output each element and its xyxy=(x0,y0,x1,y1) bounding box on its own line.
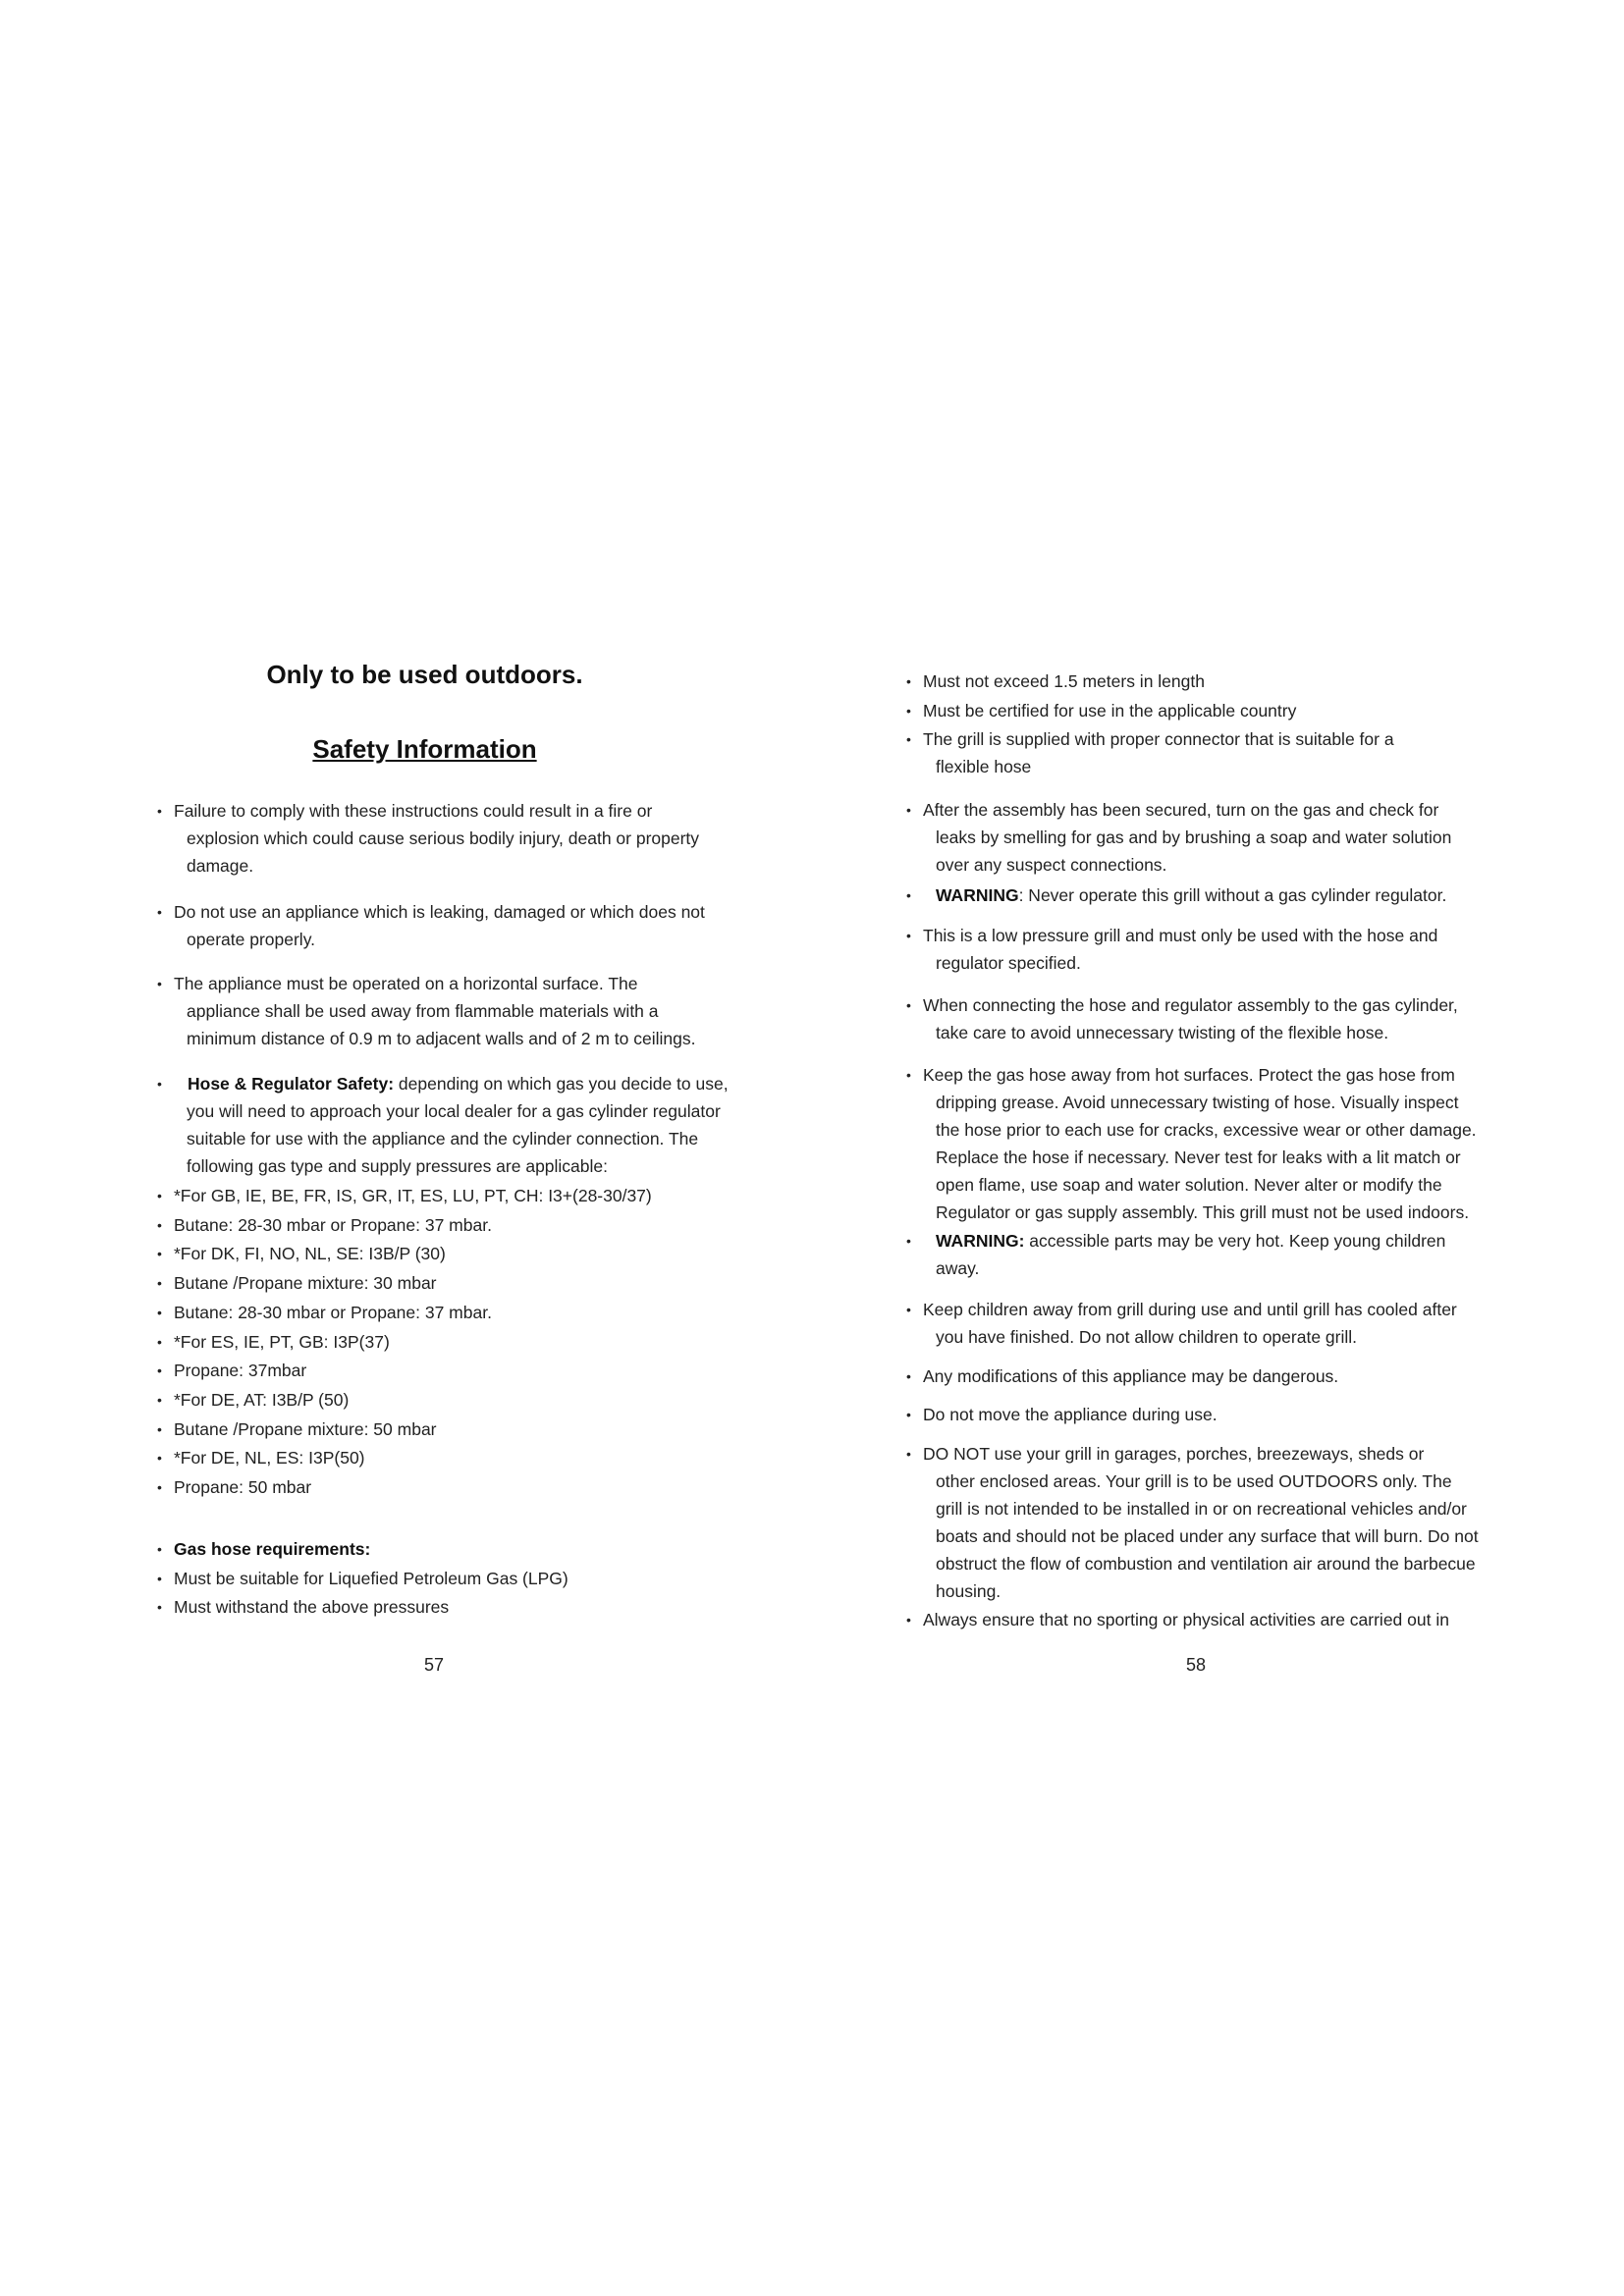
bullet-icon: • xyxy=(157,1541,162,1557)
section-title: Safety Information xyxy=(312,734,537,764)
bullet-icon: • xyxy=(906,1302,911,1317)
bullet-icon: • xyxy=(906,702,911,719)
bullet-icon: • xyxy=(157,1450,162,1467)
list-item: • Butane: 28-30 mbar or Propane: 37 mbar. xyxy=(157,1299,785,1328)
bullet-icon: • xyxy=(906,802,911,818)
warning-label: WARNING xyxy=(936,885,1019,905)
list-item-connecting: • When connecting the hose and regulator assembly to the gas cylinder, take care to avoid unnecessary twisting of the flexible hose. xyxy=(906,991,1535,1046)
hose-regulator-label: Hose & Regulator Safety: xyxy=(188,1074,395,1094)
list-item-garages: • DO NOT use your grill in garages, porches, breezeways, sheds or other enclosed areas. Your grill is to be used OUTDOORS only. The grill is not intended to be installed in or on recreational vehicles and/or boats and should not be placed under any surface that will burn. Do not obstruct the flow of combustion and ventilation air around the barbecue housing. xyxy=(906,1440,1535,1605)
list-item-connector: • The grill is supplied with proper connector that is suitable for a flexible hose xyxy=(906,725,1505,780)
list-item: • *For ES, IE, PT, GB: I3P(37) xyxy=(157,1328,785,1358)
list-item: • Must be certified for use in the applicable country xyxy=(906,697,1535,726)
list-item: • *For DE, AT: I3B/P (50) xyxy=(157,1386,785,1415)
list-item: • *For DK, FI, NO, NL, SE: I3B/P (30) xyxy=(157,1240,785,1269)
bullet-icon: • xyxy=(157,1246,162,1262)
list-item: • *For DE, NL, ES: I3P(50) xyxy=(157,1444,785,1473)
list-item: • Propane: 37mbar xyxy=(157,1357,785,1386)
bullet-icon: • xyxy=(157,803,162,819)
hose-requirements-continued xyxy=(906,667,1535,725)
list-item: • Must be suitable for Liquefied Petroleum Gas (LPG) xyxy=(157,1565,785,1594)
list-item-hose-regulator-safety: • Hose & Regulator Safety: depending on which gas you decide to use, you will need to approach your local dealer for a gas cylinder regulator suitable for use with the appliance and the cylinder connection. The following gas type and supply pressures are applicable: xyxy=(157,1070,785,1180)
bullet-icon: • xyxy=(157,904,162,920)
list-item xyxy=(157,1535,785,1565)
bullet-icon: • xyxy=(157,1304,162,1320)
list-item: • Butane /Propane mixture: 50 mbar xyxy=(157,1415,785,1445)
bullet-icon: • xyxy=(157,1216,162,1233)
document-title: Only to be used outdoors. xyxy=(266,660,583,689)
list-item-modifications: • Any modifications of this appliance may be dangerous. xyxy=(906,1362,1535,1390)
bullet-icon: • xyxy=(157,1599,162,1616)
gas-hose-requirements xyxy=(157,1535,785,1623)
bullet-icon: • xyxy=(157,1188,162,1203)
bullet-icon: • xyxy=(157,1333,162,1350)
list-item: • Must not exceed 1.5 meters in length xyxy=(906,667,1535,697)
list-item-children: • Keep children away from grill during use and until grill has cooled after you have finished. Do not allow children to operate grill. xyxy=(906,1296,1535,1351)
list-item-do-not-use: • Do not use an appliance which is leaking, damaged or which does not operate properly. xyxy=(157,898,785,953)
list-item: • *For GB, IE, BE, FR, IS, GR, IT, ES, LU, PT, CH: I3+(28-30/37) xyxy=(157,1182,785,1211)
bullet-icon: • xyxy=(157,1275,162,1292)
page-number: 57 xyxy=(424,1655,445,1675)
bullet-icon: • xyxy=(157,1076,162,1092)
list-item-warning-regulator: • WARNING: Never operate this grill without a gas cylinder regulator. xyxy=(906,881,1535,909)
gas-type-list xyxy=(157,1182,785,1503)
list-item-failure: • Failure to comply with these instructions could result in a fire or explosion which could cause serious bodily injury, death or property damage. xyxy=(157,797,785,880)
list-item-horizontal-surface: • The appliance must be operated on a horizontal surface. The appliance shall be used away from flammable materials with a minimum distance of 0.9 m to adjacent walls and of 2 m to ceilings. xyxy=(157,970,785,1052)
list-item-assembly: • After the assembly has been secured, turn on the gas and check for leaks by smelling for gas and by brushing a soap and water solution over any suspect connections. xyxy=(906,796,1535,879)
list-item-low-pressure: • This is a low pressure grill and must only be used with the hose and regulator specified. xyxy=(906,922,1535,977)
bullet-icon: • xyxy=(906,1446,911,1462)
bullet-icon: • xyxy=(906,1612,911,1628)
bullet-icon: • xyxy=(906,928,911,943)
list-item: • Butane: 28-30 mbar or Propane: 37 mbar. xyxy=(157,1211,785,1241)
bullet-icon: • xyxy=(906,1233,911,1249)
list-item-warning-hot-parts: • WARNING: accessible parts may be very hot. Keep young children away. xyxy=(906,1227,1535,1282)
list-item-sporting: • Always ensure that no sporting or physical activities are carried out in xyxy=(906,1606,1535,1633)
bullet-icon: • xyxy=(157,1420,162,1437)
list-item: • Propane: 50 mbar xyxy=(157,1473,785,1503)
gas-hose-heading: Gas hose requirements: xyxy=(174,1539,371,1559)
bullet-icon: • xyxy=(157,1479,162,1496)
bullet-icon: • xyxy=(157,1391,162,1408)
warning-label: WARNING: xyxy=(936,1231,1025,1251)
bullet-icon: • xyxy=(157,1362,162,1379)
bullet-icon: • xyxy=(157,976,162,991)
bullet-icon: • xyxy=(906,1407,911,1422)
bullet-icon: • xyxy=(906,673,911,689)
list-item-do-not-move: • Do not move the appliance during use. xyxy=(906,1401,1535,1428)
list-item-keep-hose: • Keep the gas hose away from hot surfaces. Protect the gas hose from dripping grease. Avoid unnecessary twisting of hose. Visually inspect the hose prior to each use for cracks, excessive wear or other damage. Replace the hose if necessary. Never test for leaks with a lit match or open flame, use soap and water solution. Never alter or modify the Regulator or gas supply assembly. This grill must not be used indoors. xyxy=(906,1061,1535,1226)
page-number: 58 xyxy=(1186,1655,1207,1675)
bullet-icon: • xyxy=(906,1067,911,1083)
bullet-icon: • xyxy=(906,997,911,1013)
list-item: • Butane /Propane mixture: 30 mbar xyxy=(157,1269,785,1299)
list-item: • Must withstand the above pressures xyxy=(157,1593,785,1623)
bullet-icon: • xyxy=(906,1368,911,1384)
bullet-icon: • xyxy=(906,731,911,747)
bullet-icon: • xyxy=(157,1570,162,1586)
bullet-icon: • xyxy=(906,887,911,903)
